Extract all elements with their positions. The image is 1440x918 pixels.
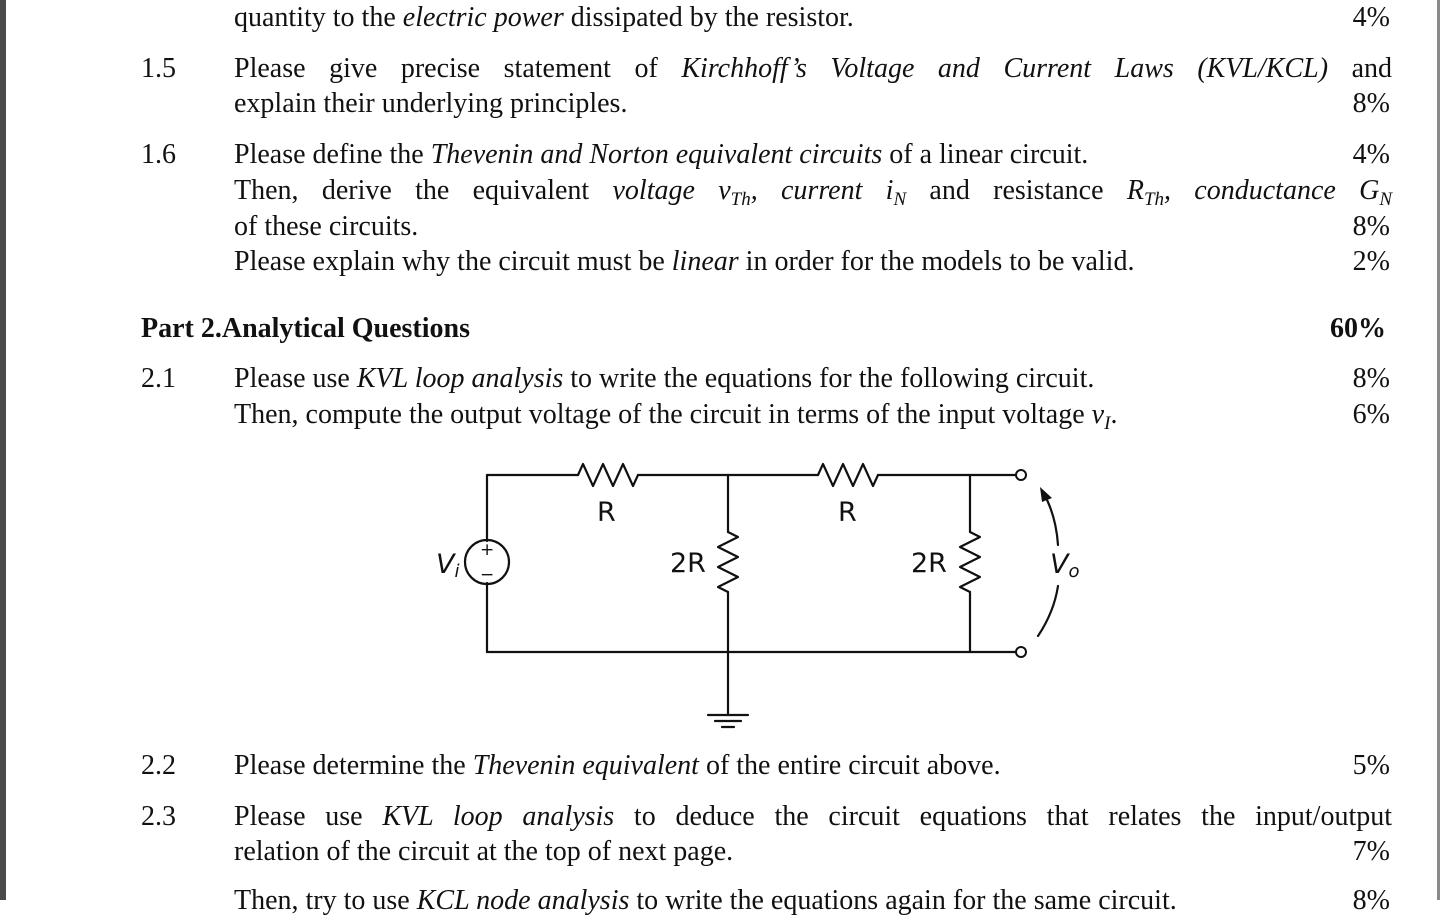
output-arrow-top xyxy=(1043,492,1058,545)
subscript: I xyxy=(1104,413,1111,434)
q1-6-line3: of these circuits. xyxy=(234,211,419,242)
q1-5-line2: explain their underlying principles. xyxy=(234,88,628,119)
text-run: in order for the models to be valid. xyxy=(738,246,1135,277)
vin-symbol: V xyxy=(436,549,455,580)
text-run-italic: electric power xyxy=(402,2,564,33)
text-run-italic: Thevenin and Norton equivalent circuits xyxy=(430,139,883,170)
voltage-source xyxy=(465,540,509,584)
text-run-italic: KVL loop analysis xyxy=(382,801,615,832)
q2-3-number: 2.3 xyxy=(141,801,176,832)
text-run: and resistance xyxy=(906,175,1127,206)
text-run-italic: linear xyxy=(671,246,739,277)
q1-6-line4 xyxy=(234,245,1134,279)
text-run-italic: KVL loop analysis xyxy=(356,363,564,394)
q2-1-percent-1: 8% xyxy=(1352,363,1390,394)
source-plus-sign: + xyxy=(480,540,495,560)
vin-subscript: i xyxy=(454,561,460,582)
source-minus-sign: − xyxy=(480,565,495,585)
q2-2-line1 xyxy=(234,749,1001,783)
vout-subscript: o xyxy=(1068,561,1080,582)
text-run: and xyxy=(1328,53,1393,84)
text-run: Please use xyxy=(234,363,357,394)
text-run: of a linear circuit. xyxy=(882,139,1089,170)
part2-percent: 60% xyxy=(1330,313,1386,344)
label-vout xyxy=(1050,549,1080,582)
label-r3: 2R xyxy=(670,548,706,579)
text-run-italic: Thevenin equivalent xyxy=(472,750,699,781)
label-vin xyxy=(436,549,460,582)
text-run: Please give precise statement of xyxy=(234,53,682,84)
text-run: Then, compute the output voltage of the circuit in terms of the input voltage xyxy=(234,399,1092,430)
ground-symbol xyxy=(708,715,748,727)
output-arrowhead xyxy=(1040,487,1052,502)
q2-1-number: 2.1 xyxy=(141,363,176,394)
part2-label: Part 2. xyxy=(141,313,222,344)
text-run: Please use xyxy=(234,801,383,832)
part2-heading xyxy=(141,312,470,346)
label-r1: R xyxy=(597,497,616,528)
label-r4: 2R xyxy=(911,548,947,579)
text-run: Please determine the xyxy=(234,750,473,781)
output-terminal-top xyxy=(1016,470,1026,480)
q1-6-percent-1: 4% xyxy=(1352,139,1390,170)
text-run: quantity to the xyxy=(234,2,403,33)
q2-2-number: 2.2 xyxy=(141,750,176,781)
text-run: dissipated by the resistor. xyxy=(563,2,854,33)
text-run-italic: v xyxy=(1091,399,1105,430)
text-run: Please explain why the circuit must be xyxy=(234,246,672,277)
text-run-italic: R xyxy=(1126,175,1144,206)
resistor-r4 xyxy=(960,532,980,592)
q1-6-percent-2: 8% xyxy=(1352,211,1390,242)
q2-3-percent: 7% xyxy=(1352,836,1390,867)
q1-6-line2 xyxy=(234,174,1392,208)
q2-1-line2 xyxy=(234,398,1117,432)
text-run: to write the equations for the following circuit. xyxy=(563,363,1095,394)
q1-4-percent: 4% xyxy=(1352,2,1390,33)
subscript: N xyxy=(1379,189,1392,210)
output-terminal-bottom xyxy=(1016,647,1026,657)
page-edge-left xyxy=(0,0,6,900)
text-run-italic: , conductance G xyxy=(1164,175,1380,206)
text-run: Then, derive the equivalent xyxy=(234,175,613,206)
resistor-r2 xyxy=(818,464,878,486)
label-r2: R xyxy=(838,497,857,528)
resistor-r1 xyxy=(578,464,638,486)
q2-3-percent-cutoff: 8% xyxy=(1352,885,1390,916)
text-run-italic: , current i xyxy=(750,175,894,206)
vout-symbol: V xyxy=(1050,549,1069,580)
q1-6-number: 1.6 xyxy=(141,139,176,170)
q1-5-percent: 8% xyxy=(1352,88,1390,119)
q2-3-line1 xyxy=(234,800,1392,834)
subscript: Th xyxy=(1143,189,1165,210)
q1-6-line1 xyxy=(234,138,1088,172)
part2-title: Analytical Questions xyxy=(221,313,470,344)
q2-3-line2: relation of the circuit at the top of next page. xyxy=(234,836,734,867)
q2-1-percent-2: 6% xyxy=(1352,399,1390,430)
text-run: . xyxy=(1110,399,1118,430)
text-run-italic: KCL node analysis xyxy=(416,885,630,916)
subscript: N xyxy=(893,189,907,210)
q1-4-line1 xyxy=(234,1,854,35)
text-run: Please define the xyxy=(234,139,431,170)
text-run-italic: voltage v xyxy=(612,175,731,206)
text-run: to write the equations again for the same circuit. xyxy=(629,885,1177,916)
resistor-r3 xyxy=(718,532,738,592)
q1-5-line1 xyxy=(234,52,1392,86)
q1-5-number: 1.5 xyxy=(141,53,176,84)
subscript: Th xyxy=(730,189,751,210)
text-run-italic: Kirchhoff’s Voltage and Current Laws (KVL/KCL) xyxy=(681,53,1329,84)
text-run: Then, try to use xyxy=(234,885,417,916)
q2-1-line1 xyxy=(234,362,1094,396)
q2-3-line3-cutoff xyxy=(234,884,1177,918)
text-run: to deduce the circuit equations that relates the input/output xyxy=(614,801,1393,832)
text-run: of the entire circuit above. xyxy=(698,750,1001,781)
output-arrow-bottom xyxy=(1038,586,1058,636)
q1-6-percent-3: 2% xyxy=(1352,246,1390,277)
q2-2-percent: 5% xyxy=(1352,750,1390,781)
